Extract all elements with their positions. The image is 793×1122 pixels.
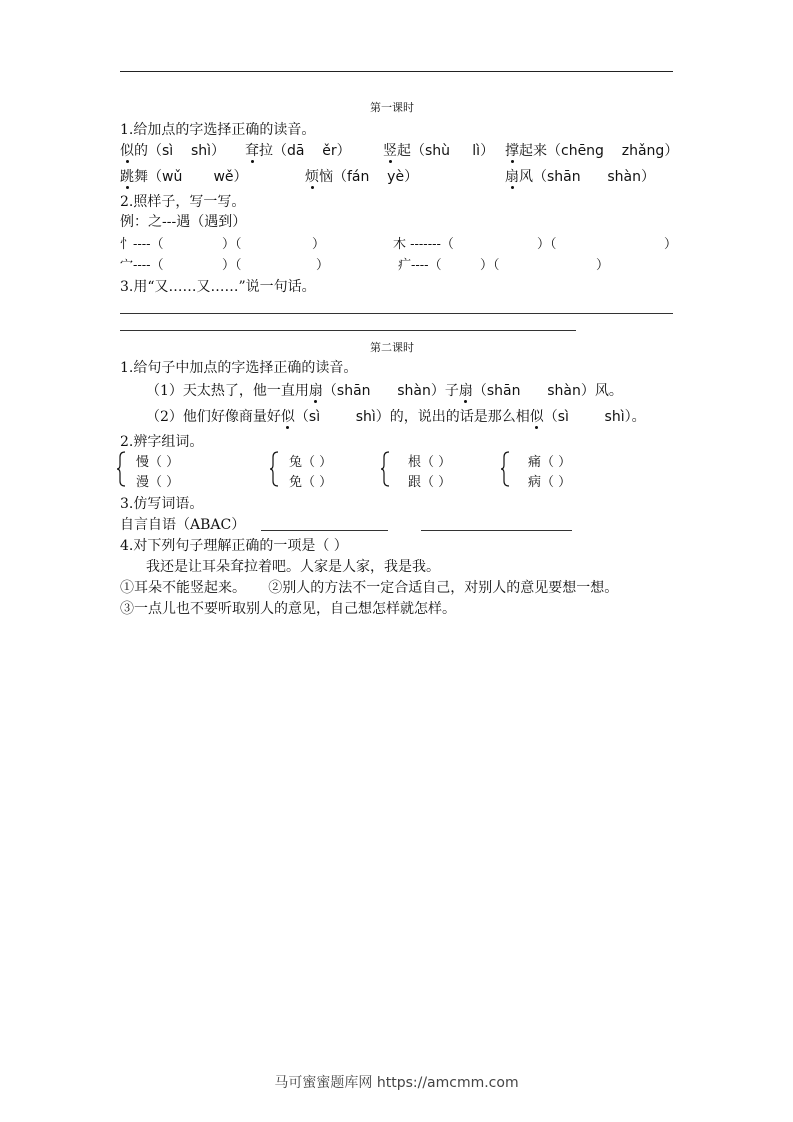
pinyin-item-2: 耷拉（dā ěr） [245,140,351,160]
sentence-2: （2）他们好像商量好似（sì shì）的，说出的话是那么相似（sì shì）。 [146,406,646,426]
radical-row-4-mid: ）（ [480,258,500,273]
pinyin-options: wǔ wě [162,169,234,185]
brace-4 [501,451,510,487]
pinyin-options: shān shàn [486,383,581,399]
radical-row-2-end: ） [664,237,678,252]
radical-row-1-mid: ）（ [222,237,242,252]
word-group-1-top: 慢（ ） [136,455,180,470]
imitate-blank-2[interactable] [421,530,572,531]
lesson2-q1-prompt: 1.给句子中加点的字选择正确的读音。 [120,360,358,376]
pinyin-item-5: 跳舞（wǔ wě） [120,166,248,186]
lesson1-title: 第一课时 [370,101,414,114]
radical-row-1-end: ） [312,237,326,252]
lesson2-q2-prompt: 2.辨字组词。 [120,434,204,450]
pinyin-item-4: 撑起来（chēng zhǎng） [505,140,678,160]
footer-watermark: 马可蜜蜜题库网 https://amcmm.com [274,1075,519,1091]
dotted-char: 竖 [383,140,397,160]
header-rule [120,71,673,72]
dotted-char: 似 [120,140,134,160]
word-group-2-bottom: 免（ ） [289,475,333,490]
word-group-3-bottom: 跟（ ） [408,475,452,490]
dotted-char: 烦 [305,166,319,186]
lesson2-title: 第二课时 [370,341,414,354]
dotted-char: 耷 [245,140,259,160]
answer-line-1[interactable] [120,313,673,314]
lesson1-q2-prompt: 2.照样子，写一写。 [120,194,246,210]
imitate-blank-1[interactable] [261,530,388,531]
radical-row-4-end: ） [596,258,610,273]
dotted-char: 似 [281,406,295,426]
pinyin-item-1: 似的（sì shì） [120,140,225,160]
radical-row-3-mid: ）（ [222,258,242,273]
radical-row-1-label: 忄----（ [120,237,164,252]
pinyin-options: chēng zhǎng [561,143,665,159]
brace-2 [270,451,279,487]
radical-row-2-mid: ）（ [537,237,557,252]
lesson2-q4-prompt: 4.对下列句子理解正确的一项是（ ） [120,538,348,554]
word-group-2-top: 兔（ ） [289,455,333,470]
dotted-char: 扇 [309,380,323,400]
radical-row-2-label: 木 -------（ [393,237,454,252]
word-group-4-top: 痛（ ） [528,455,572,470]
word-group-3-top: 根（ ） [408,455,452,470]
pinyin-options: fán yè [347,169,405,185]
lesson1-q2-example: 例：之---遇（遇到） [120,214,247,230]
pinyin-options: shù lì [425,143,481,159]
dotted-char: 撑 [505,140,519,160]
dotted-char: 扇 [505,166,519,186]
lesson2-q4-sentence: 我还是让耳朵耷拉着吧。人家是人家，我是我。 [146,559,440,575]
radical-row-3-end: ） [316,258,330,273]
pinyin-item-7: 扇风（shān shàn） [505,166,655,186]
brace-1 [117,451,126,487]
pinyin-options: sì shì [162,143,212,159]
lesson2-q3-example: 自言自语（ABAC） [120,517,246,533]
lesson2-q4-option-3: ③一点儿也不要听取别人的意见，自己想怎样就怎样。 [120,601,456,617]
pinyin-options: dā ěr [287,143,337,159]
radical-row-4-label: 疒----（ [398,258,442,273]
lesson1-q3-prompt: 3.用“又……又……”说一句话。 [120,279,316,295]
pinyin-options: sì shì [308,409,376,425]
answer-line-2[interactable] [120,330,576,331]
sentence-1: （1）天太热了，他一直用扇（shān shàn）子扇（shān shàn）风。 [146,380,623,400]
word-group-4-bottom: 病（ ） [528,475,572,490]
word-group-1-bottom: 漫（ ） [136,475,180,490]
dotted-char: 扇 [459,380,473,400]
pinyin-options: shān shàn [336,383,431,399]
pinyin-item-6: 烦恼（fán yè） [305,166,418,186]
pinyin-options: sì shì [557,409,625,425]
lesson2-q3-prompt: 3.仿写词语。 [120,496,204,512]
lesson2-q4-options-1-2: ①耳朵不能竖起来。 ②别人的方法不一定合适自己，对别人的意见要想一想。 [120,580,619,596]
brace-3 [381,451,390,487]
dotted-char: 跳 [120,166,134,186]
radical-row-3-label: 宀----（ [120,258,164,273]
pinyin-options: shān shàn [547,169,641,185]
dotted-char: 似 [530,406,544,426]
pinyin-item-3: 竖起（shù lì） [383,140,494,160]
lesson1-q1-prompt: 1.给加点的字选择正确的读音。 [120,122,316,138]
